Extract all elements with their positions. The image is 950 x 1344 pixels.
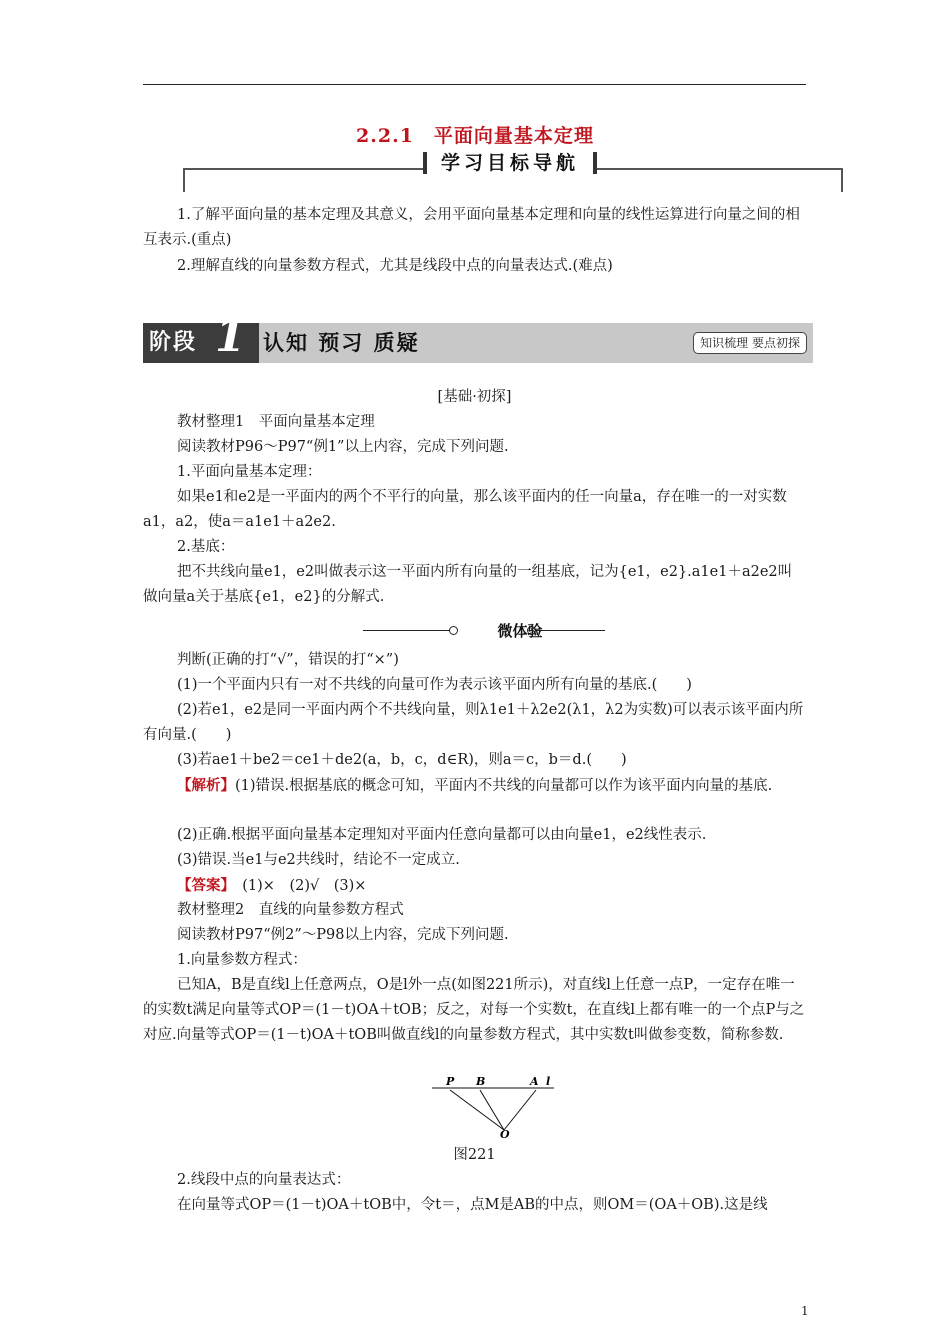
stage-label: 阶段 1	[143, 323, 259, 363]
sec2-heading: 教材整理2 直线的向量参数方程式	[177, 902, 404, 918]
stage-tag: 知识梳理 要点初探	[693, 332, 807, 354]
figure-221	[428, 1074, 556, 1138]
micro-intro: 判断(正确的打“√”，错误的打“×”)	[177, 652, 399, 668]
sec2-item1-text: 已知A，B是直线l上任意两点，O是l外一点(如图221所示)，对直线l上任意一点P，一定存在唯一的实数t满足向量等式OP＝(1－t)OA＋tOB；反之，对每一个实数t，在直线l上都有唯一的一个点P与之对应.向量等式OP＝(1－t)OA＋tOB叫做直线l的向量参数方程式，其中实数t叫做参变数，简称参数.	[143, 977, 805, 1043]
section-title: 2.2.1 平面向量基本定理	[356, 125, 594, 147]
sec1-item2-text: 把不共线向量e1，e2叫做表示这一平面内所有向量的一组基底，记为{e1，e2}.a1e1＋a2e2叫做向量a关于基底{e1，e2}的分解式.	[143, 564, 793, 605]
page-number: 1	[801, 1304, 809, 1318]
jiexi-3: (3)错误.当e1与e2共线时，结论不一定成立.	[177, 852, 460, 868]
sec1-item1-text: 如果e1和e2是一平面内的两个不平行的向量，那么该平面内的任一向量a，存在唯一的一对实数a1，a2，使a＝a1e1＋a2e2.	[143, 489, 787, 530]
label-a: A	[530, 1075, 539, 1088]
answer: 【答案】 (1)× (2)√ (3)×	[177, 877, 367, 894]
answer-label: 【答案】	[177, 877, 228, 894]
top-rule	[143, 84, 806, 85]
figure-caption: 图221	[453, 1147, 496, 1163]
goal-2: 2.理解直线的向量参数方程式，尤其是线段中点的向量表达式.(难点)	[177, 258, 613, 274]
stage-number: 1	[215, 311, 248, 362]
micro-q3: (3)若ae1＋be2＝ce1＋de2(a，b，c，d∈R)，则a＝c，b＝d.( )	[177, 752, 627, 768]
stage-banner	[143, 311, 813, 363]
vector-oa	[504, 1090, 536, 1130]
sec2-item1: 1.向量参数方程式：	[177, 952, 307, 968]
label-b: B	[476, 1075, 486, 1088]
jiexi-1: 【解析】(1)错误.根据基底的概念可知，平面内不共线的向量都可以作为该平面内向量的基底.	[177, 777, 773, 794]
label-l: l	[546, 1075, 551, 1088]
jiexi-2: (2)正确.根据平面向量基本定理知对平面内任意向量都可以由向量e1，e2线性表示.	[177, 827, 707, 843]
sec2-item2: 2.线段中点的向量表达式：	[177, 1172, 351, 1188]
basic-tag: [基础·初探]	[437, 389, 512, 405]
vector-ob	[480, 1090, 504, 1130]
sec1-heading: 教材整理1 平面向量基本定理	[177, 414, 375, 430]
goal-1: 1.了解平面向量的基本定理及其意义，会用平面向量基本定理和向量的线性运算进行向量之间的相互表示.(重点)	[143, 207, 800, 248]
learning-goals-banner: 学习目标导航	[423, 148, 597, 178]
vector-op	[450, 1090, 504, 1130]
sec1-item1: 1.平面向量基本定理：	[177, 464, 322, 480]
micro-q2: (2)若e1，e2是同一平面内两个不共线向量，则λ1e1＋λ2e2(λ1，λ2为实数)可以表示该平面内所有向量.( )	[143, 702, 804, 743]
sec1-item2: 2.基底：	[177, 539, 235, 555]
sec1-read: 阅读教材P96～P97“例1”以上内容，完成下列问题.	[177, 439, 509, 455]
micro-q1: (1)一个平面内只有一对不共线的向量可作为表示该平面内所有向量的基底.( )	[177, 677, 692, 693]
sec2-item2-text: 在向量等式OP＝(1－t)OA＋tOB中，令t＝，点M是AB的中点，则OM＝(OA＋OB).这是线	[177, 1197, 768, 1213]
label-p: P	[446, 1075, 455, 1088]
stage-text: 认知 预习 质疑	[263, 331, 420, 355]
label-o: O	[500, 1128, 510, 1138]
sec2-read: 阅读教材P97“例2”～P98以上内容，完成下列问题.	[177, 927, 509, 943]
jiexi-label: 【解析】	[177, 777, 235, 794]
micro-title: 微体验	[497, 622, 543, 640]
